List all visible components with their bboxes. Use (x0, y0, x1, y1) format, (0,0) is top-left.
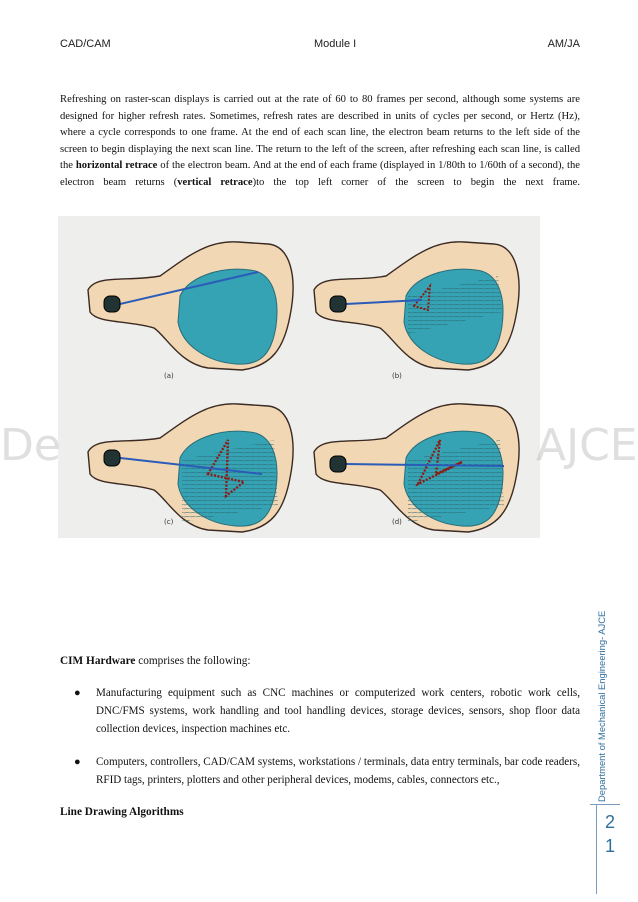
label-d: (d) (392, 518, 402, 526)
cim-hardware-heading (60, 655, 251, 667)
department-text: Department of Mechanical Engineering- AJCE (596, 610, 607, 802)
raster-scan-figure (58, 216, 540, 538)
label-c: (c) (164, 518, 174, 526)
watermark-left: De (0, 420, 61, 471)
side-department-label (594, 582, 610, 802)
side-divider-horizontal (590, 804, 620, 805)
watermark-right: AJCE (536, 420, 638, 471)
crt-panel-c (88, 404, 293, 532)
bullet-icon: ● (74, 755, 81, 768)
crt-panel-a (88, 242, 293, 370)
header-module: Module I (314, 38, 357, 50)
cim-hardware-rest: comprises the following: (135, 655, 251, 667)
crt-panel-b (314, 242, 519, 370)
list-item (60, 753, 580, 789)
paragraph-text-3: )to the top left corner of the screen to begin the next frame. (252, 176, 581, 188)
side-divider (596, 804, 597, 894)
paragraph-text-1: Refreshing on raster-scan displays is carried out at the rate of 60 to 80 frames per second, although some systems are designed for higher refresh rates. Sometimes, refresh rates are described in units of cycles per second, or Hertz (Hz), where a cycle corresponds to one frame. At the end of each scan line, the electron beam returns to the left side of the screen to begin displaying the next scan line. The return to the left of the screen, after refreshing each scan line, is called the (60, 94, 580, 172)
list-item (60, 684, 580, 739)
label-b: (b) (392, 372, 402, 380)
list-item-text: Manufacturing equipment such as CNC machines or computerized work centers, robotic work cells, DNC/FMS systems, work handling and tool handling devices, storage devices, sensors, shop floor data collection devices, inspection machines etc. (96, 687, 580, 736)
term-vertical-retrace: vertical retrace (177, 176, 253, 188)
header-authors: AM/JA (547, 38, 580, 50)
section-title: Line Drawing Algorithms (60, 806, 184, 818)
bullet-icon: ● (74, 687, 81, 699)
page-number (598, 810, 622, 858)
list-item-text: Computers, controllers, CAD/CAM systems, workstations / terminals, data entry terminals, bar code readers, RFID tags, printers, plotters and other peripheral devices, modems, cables, connectors etc., (96, 755, 580, 786)
paragraph-text-2: of the electron beam. And at the end of each frame (displayed in 1/80th to 1/60th of a second), the electron beam returns ( (60, 160, 580, 188)
cim-hardware-list (60, 684, 580, 803)
term-horizontal-retrace: horizontal retrace (75, 160, 158, 172)
crt-panel-d (314, 404, 519, 532)
page-number-digit-1: 2 (604, 812, 615, 832)
label-a: (a) (164, 372, 174, 380)
crt-diagram (58, 216, 540, 538)
header-course: CAD/CAM (60, 38, 111, 50)
page-number-digit-2: 1 (604, 836, 615, 856)
cim-hardware-term: CIM Hardware (60, 655, 136, 667)
page-header (60, 38, 580, 54)
refresh-paragraph (60, 92, 580, 192)
